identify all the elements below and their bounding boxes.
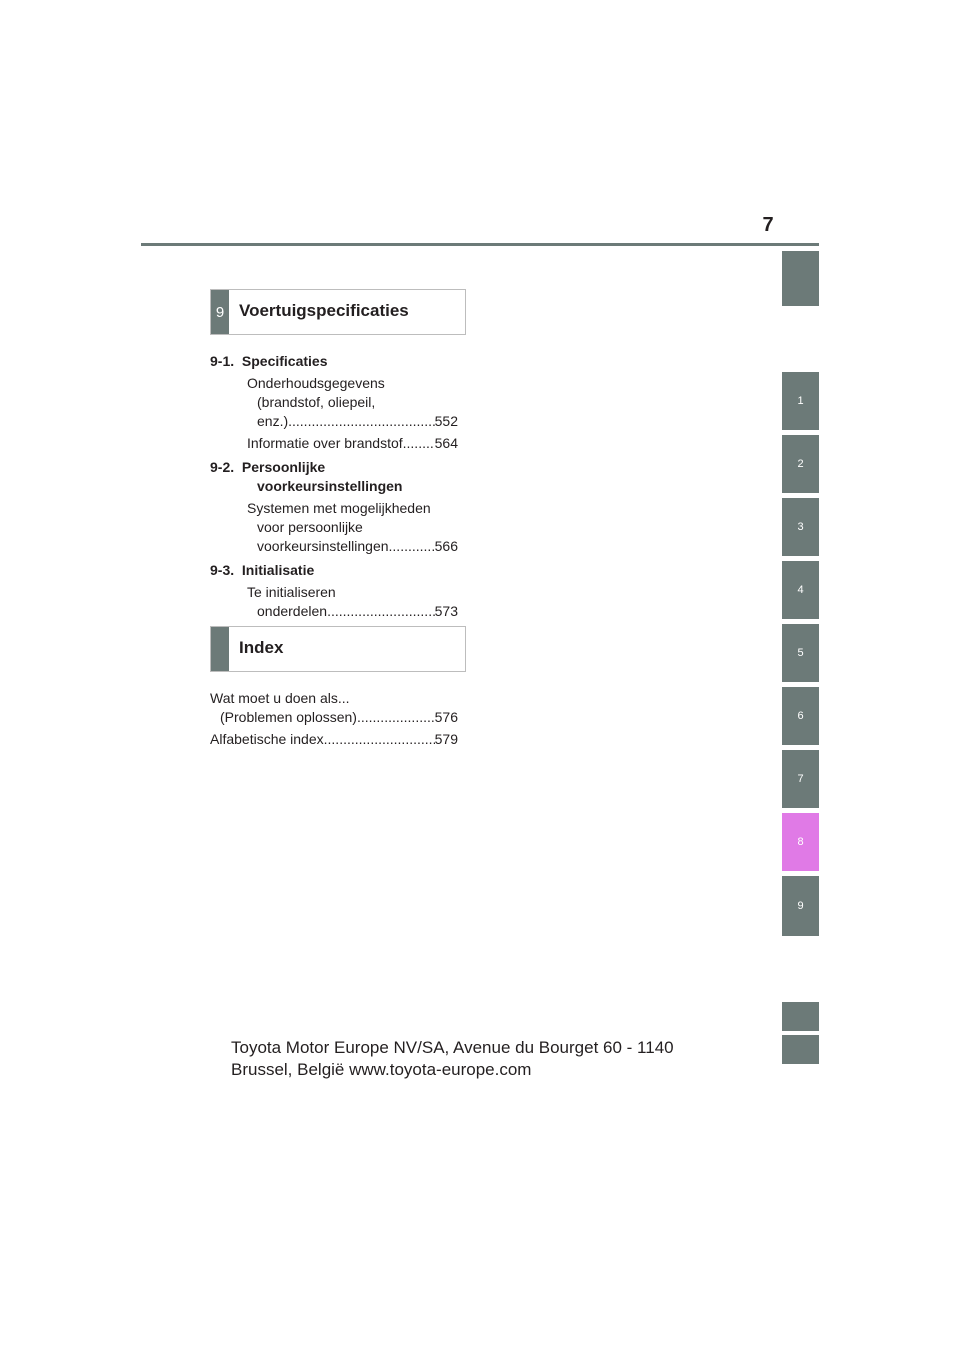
chapter-number: 9 [211, 290, 229, 334]
header-rule [141, 243, 819, 246]
tab-label: 3 [797, 521, 804, 533]
section-heading: 9-1. Specificaties [210, 353, 328, 369]
chapter-toc [210, 352, 458, 621]
chapter-tab-5[interactable] [782, 624, 819, 682]
section-heading: 9-3. Initialisatie [210, 562, 315, 578]
chapter-header-box [210, 289, 466, 335]
tab-label: 5 [797, 647, 804, 659]
index-title: Index [239, 638, 284, 657]
tab-label: 8 [797, 836, 804, 848]
page-number: 7 [762, 214, 774, 236]
tab-label: 9 [797, 900, 804, 912]
index-marker [211, 627, 229, 671]
toc-entry[interactable]: Informatie over brandstof ..... 564 [210, 434, 458, 453]
toc-entry[interactable]: Wat moet u doen als... (Problemen oplossen) ..... 576 [210, 689, 458, 727]
index-toc [210, 689, 458, 749]
toc-entry[interactable]: Te initialiseren onderdelen ..... 573 [210, 583, 458, 621]
index-header-box [210, 626, 466, 672]
chapter-tab-2[interactable] [782, 435, 819, 493]
chapter-tab-9[interactable] [782, 876, 819, 936]
tab-label: 6 [797, 710, 804, 722]
tab-label: 4 [797, 584, 804, 596]
tab-label: 1 [797, 395, 804, 407]
toc-entry[interactable]: Systemen met mogelijkheden voor persoonlijke voorkeursinstellingen ..... 566 [210, 499, 458, 556]
chapter-tab-1[interactable] [782, 372, 819, 430]
chapter-tab-4[interactable] [782, 561, 819, 619]
tab-label: 2 [797, 458, 804, 470]
chapter-tab-blank-top[interactable] [782, 251, 819, 306]
chapter-tab-3[interactable] [782, 498, 819, 556]
toc-entry[interactable]: Onderhoudsgegevens (brandstof, oliepeil, enz.) ..... 552 [210, 374, 458, 431]
tab-label: 7 [797, 773, 804, 785]
publisher-address: Toyota Motor Europe NV/SA, Avenue du Bourget 60 - 1140 Brussel, België www.toyota-europe.com [231, 1038, 674, 1079]
chapter-tab-8[interactable] [782, 813, 819, 871]
chapter-tab-6[interactable] [782, 687, 819, 745]
section-heading: 9-2. Persoonlijke [210, 459, 326, 475]
toc-entry[interactable]: Alfabetische index ..... 579 [210, 730, 458, 749]
chapter-tab-7[interactable] [782, 750, 819, 808]
chapter-tab-blank-bottom-2[interactable] [782, 1035, 819, 1064]
section-heading-cont: voorkeursinstellingen [257, 478, 403, 494]
chapter-tab-blank-bottom-1[interactable] [782, 1002, 819, 1031]
chapter-title: Voertuigspecificaties [239, 301, 409, 320]
